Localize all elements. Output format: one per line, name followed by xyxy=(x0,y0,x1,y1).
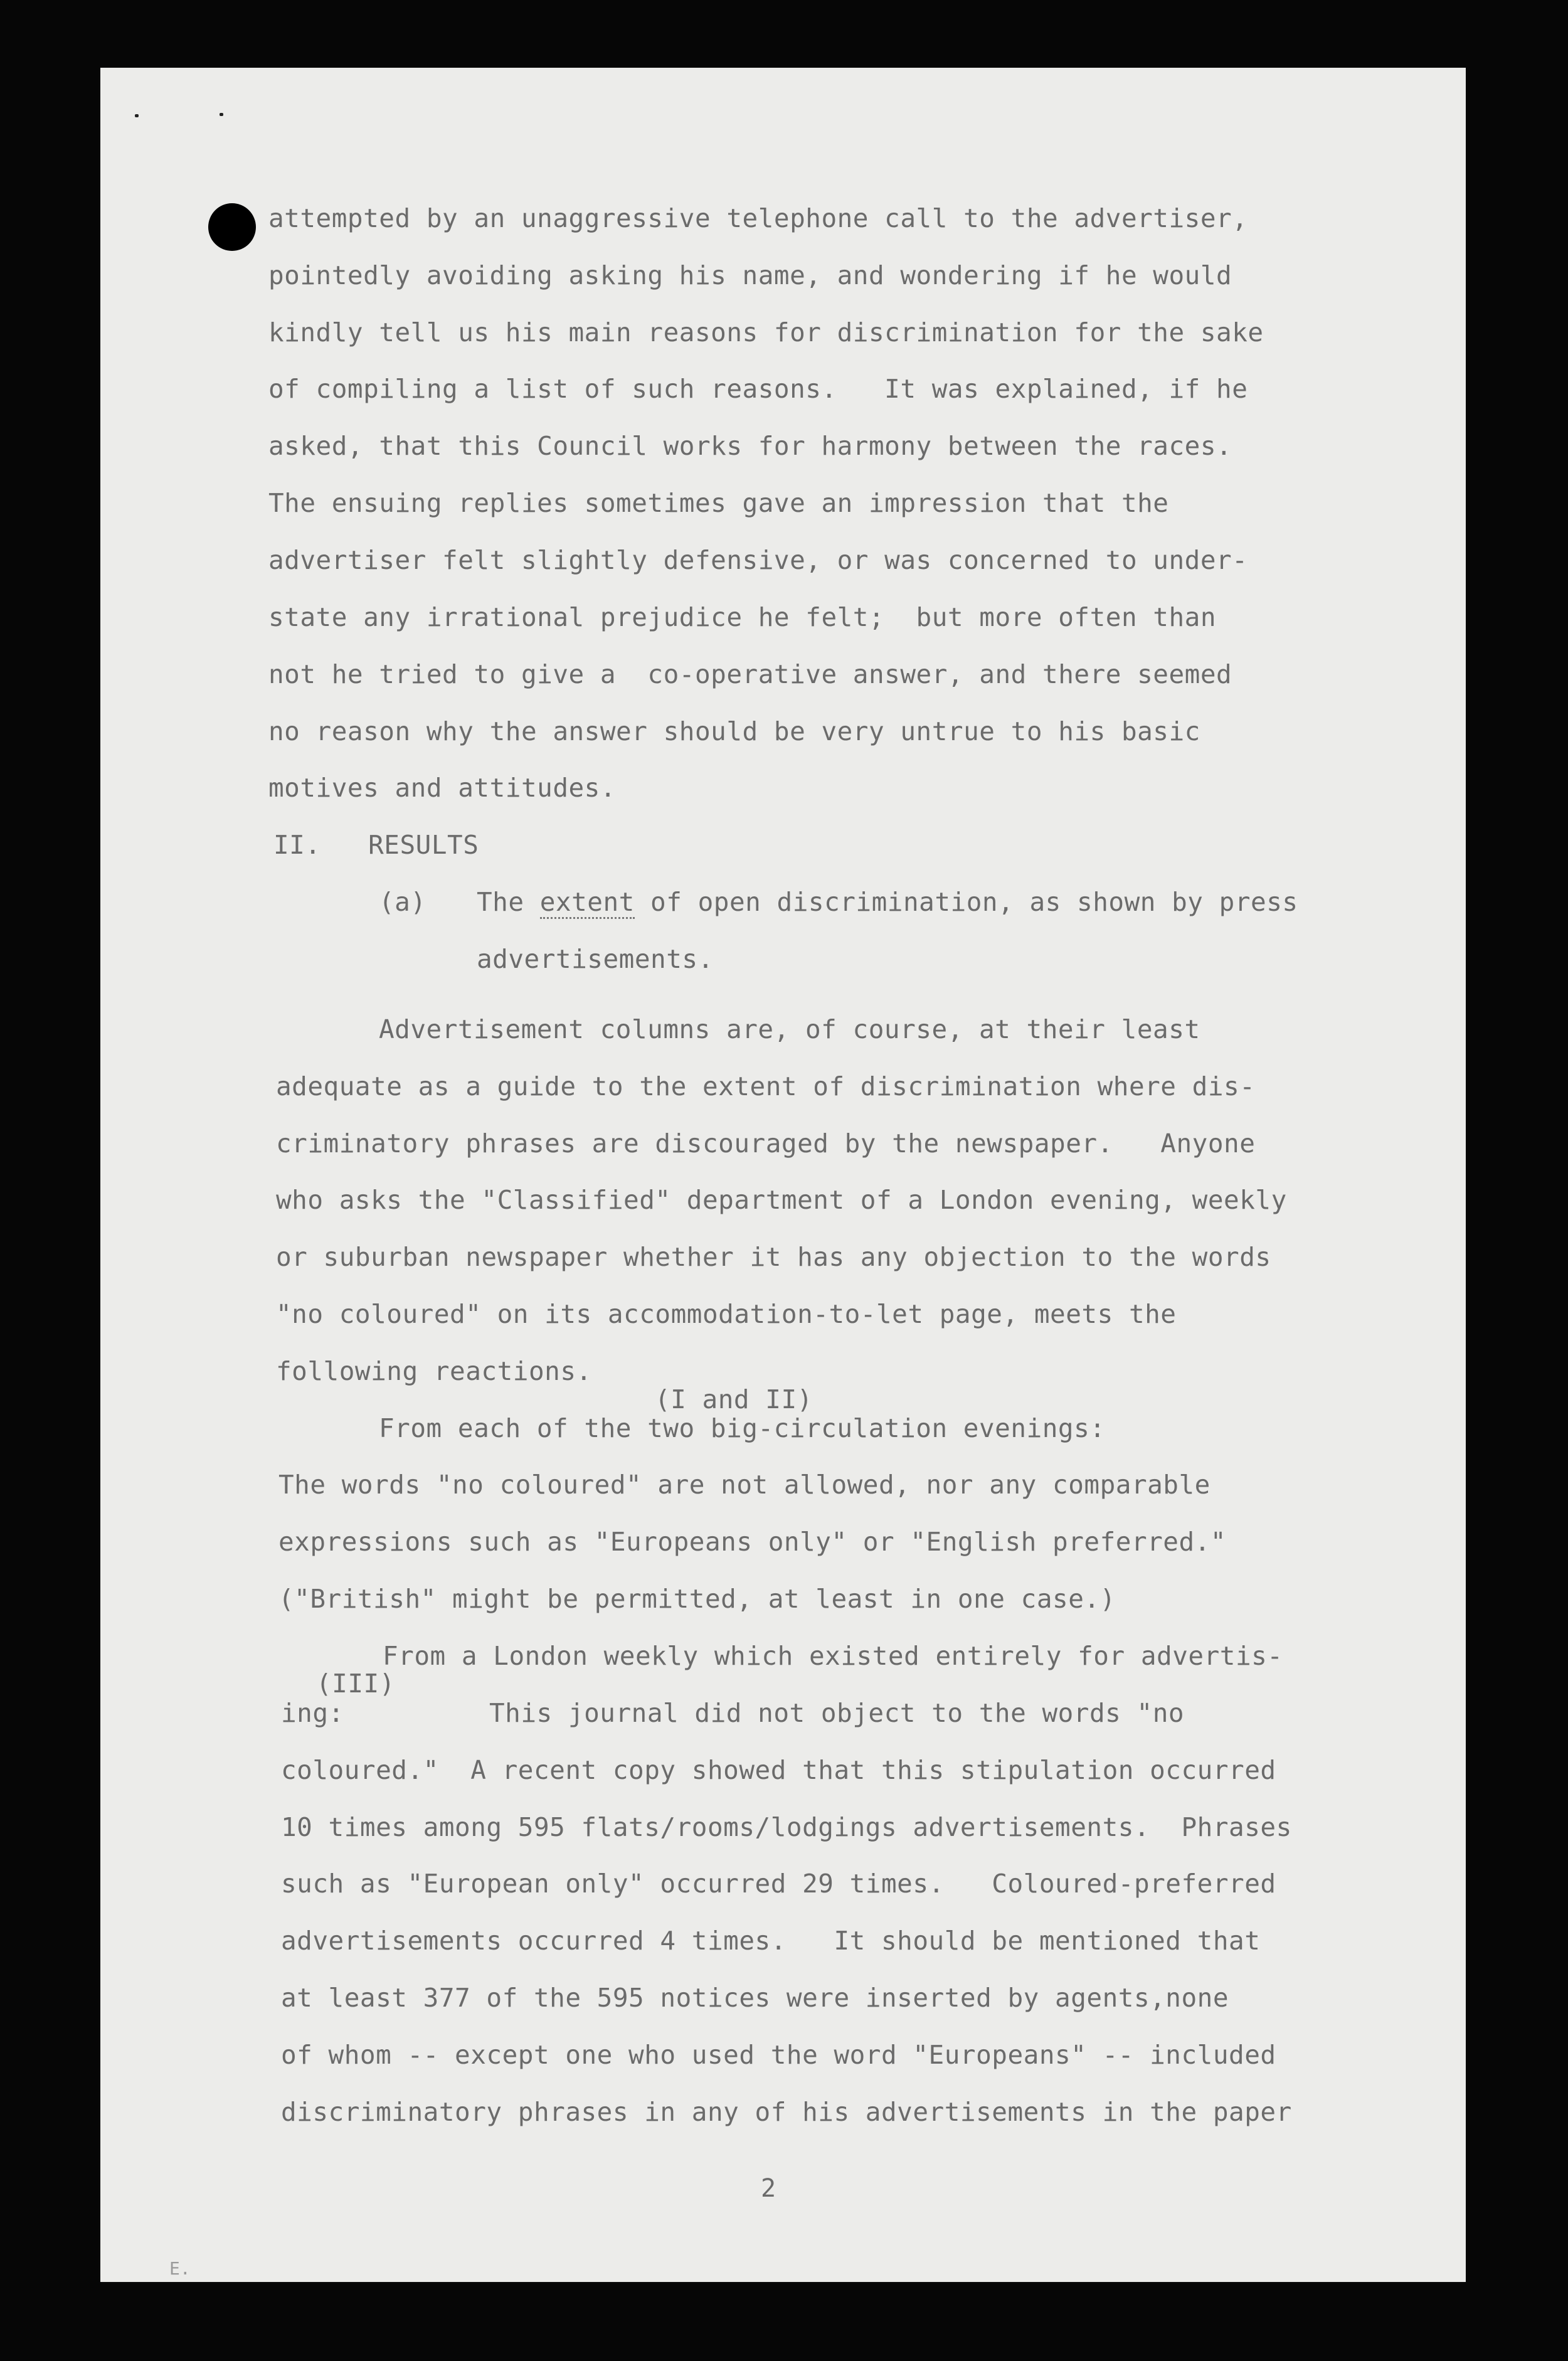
text-line: asked, that this Council works for harmony between the races. xyxy=(268,431,1232,461)
text-line: pointedly avoiding asking his name, and wondering if he would xyxy=(268,260,1232,290)
text-line: such as "European only" occurred 29 times. Coloured-preferred xyxy=(281,1869,1276,1899)
text-line: 10 times among 595 flats/rooms/lodgings advertisements. Phrases xyxy=(281,1812,1292,1842)
text-line: ("British" might be permitted, at least in one case.) xyxy=(278,1584,1116,1614)
text-line: The ensuing replies sometimes gave an impression that the xyxy=(268,488,1169,518)
text-line: motives and attitudes. xyxy=(268,773,617,803)
text-line: advertisements occurred 4 times. It should be mentioned that xyxy=(281,1926,1261,1956)
text-line: advertiser felt slightly defensive, or was concerned to under- xyxy=(268,545,1248,575)
text-line: no reason why the answer should be very untrue to his basic xyxy=(268,716,1200,746)
punch-hole xyxy=(208,203,256,251)
subsection-emphasis: extent xyxy=(540,887,635,919)
text-line: not he tried to give a co-operative answer, and there seemed xyxy=(268,659,1232,689)
text-line: adequate as a guide to the extent of discrimination where dis- xyxy=(276,1071,1256,1101)
text-line: following reactions. xyxy=(276,1356,592,1386)
text-line: state any irrational prejudice he felt; but more often than xyxy=(268,602,1217,632)
text-line: of compiling a list of such reasons. It was explained, if he xyxy=(268,374,1248,404)
text-line: criminatory phrases are discouraged by the newspaper. Anyone xyxy=(276,1128,1256,1159)
section-heading: II. RESULTS xyxy=(273,830,479,860)
text-line: kindly tell us his main reasons for discrimination for the sake xyxy=(268,317,1264,348)
subsection-text-after: of open discrimination, as shown by press xyxy=(634,887,1298,917)
subsection-text-before: The xyxy=(477,887,540,917)
text-line: expressions such as "Europeans only" or "English preferred." xyxy=(278,1527,1227,1557)
subsection-heading-line2: advertisements. xyxy=(477,944,714,974)
page-number: 2 xyxy=(761,2174,776,2203)
note-reference: (I and II) xyxy=(655,1384,813,1414)
text-line: "no coloured" on its accommodation-to-let page, meets the xyxy=(276,1299,1177,1329)
subsection-marker: (a) xyxy=(379,887,426,917)
text-line: ing: xyxy=(281,1698,344,1728)
note-reference: (III) xyxy=(316,1669,395,1699)
text-line: From a London weekly which existed entirely for advertis- xyxy=(383,1641,1283,1671)
text-line: or suburban newspaper whether it has any objection to the words xyxy=(276,1242,1271,1272)
text-line: who asks the "Classified" department of a London evening, weekly xyxy=(276,1185,1287,1215)
text-line: Advertisement columns are, of course, at their least xyxy=(379,1014,1200,1044)
text-line: coloured." A recent copy showed that this stipulation occurred xyxy=(281,1755,1276,1785)
text-line: This journal did not object to the words "no xyxy=(489,1698,1185,1728)
text-line: discriminatory phrases in any of his advertisements in the paper xyxy=(281,2097,1292,2127)
text-line: The words "no coloured" are not allowed, nor any comparable xyxy=(278,1470,1210,1500)
text-line: of whom -- except one who used the word "Europeans" -- included xyxy=(281,2040,1276,2070)
paper-specks xyxy=(135,112,235,124)
text-line: attempted by an unaggressive telephone call to the advertiser, xyxy=(268,203,1248,233)
subsection-heading xyxy=(477,889,1298,915)
text-line: From each of the two big-circulation evenings: xyxy=(379,1413,1106,1443)
text-line: at least 377 of the 595 notices were inserted by agents,none xyxy=(281,1983,1229,2013)
corner-mark: E. xyxy=(169,2258,191,2279)
